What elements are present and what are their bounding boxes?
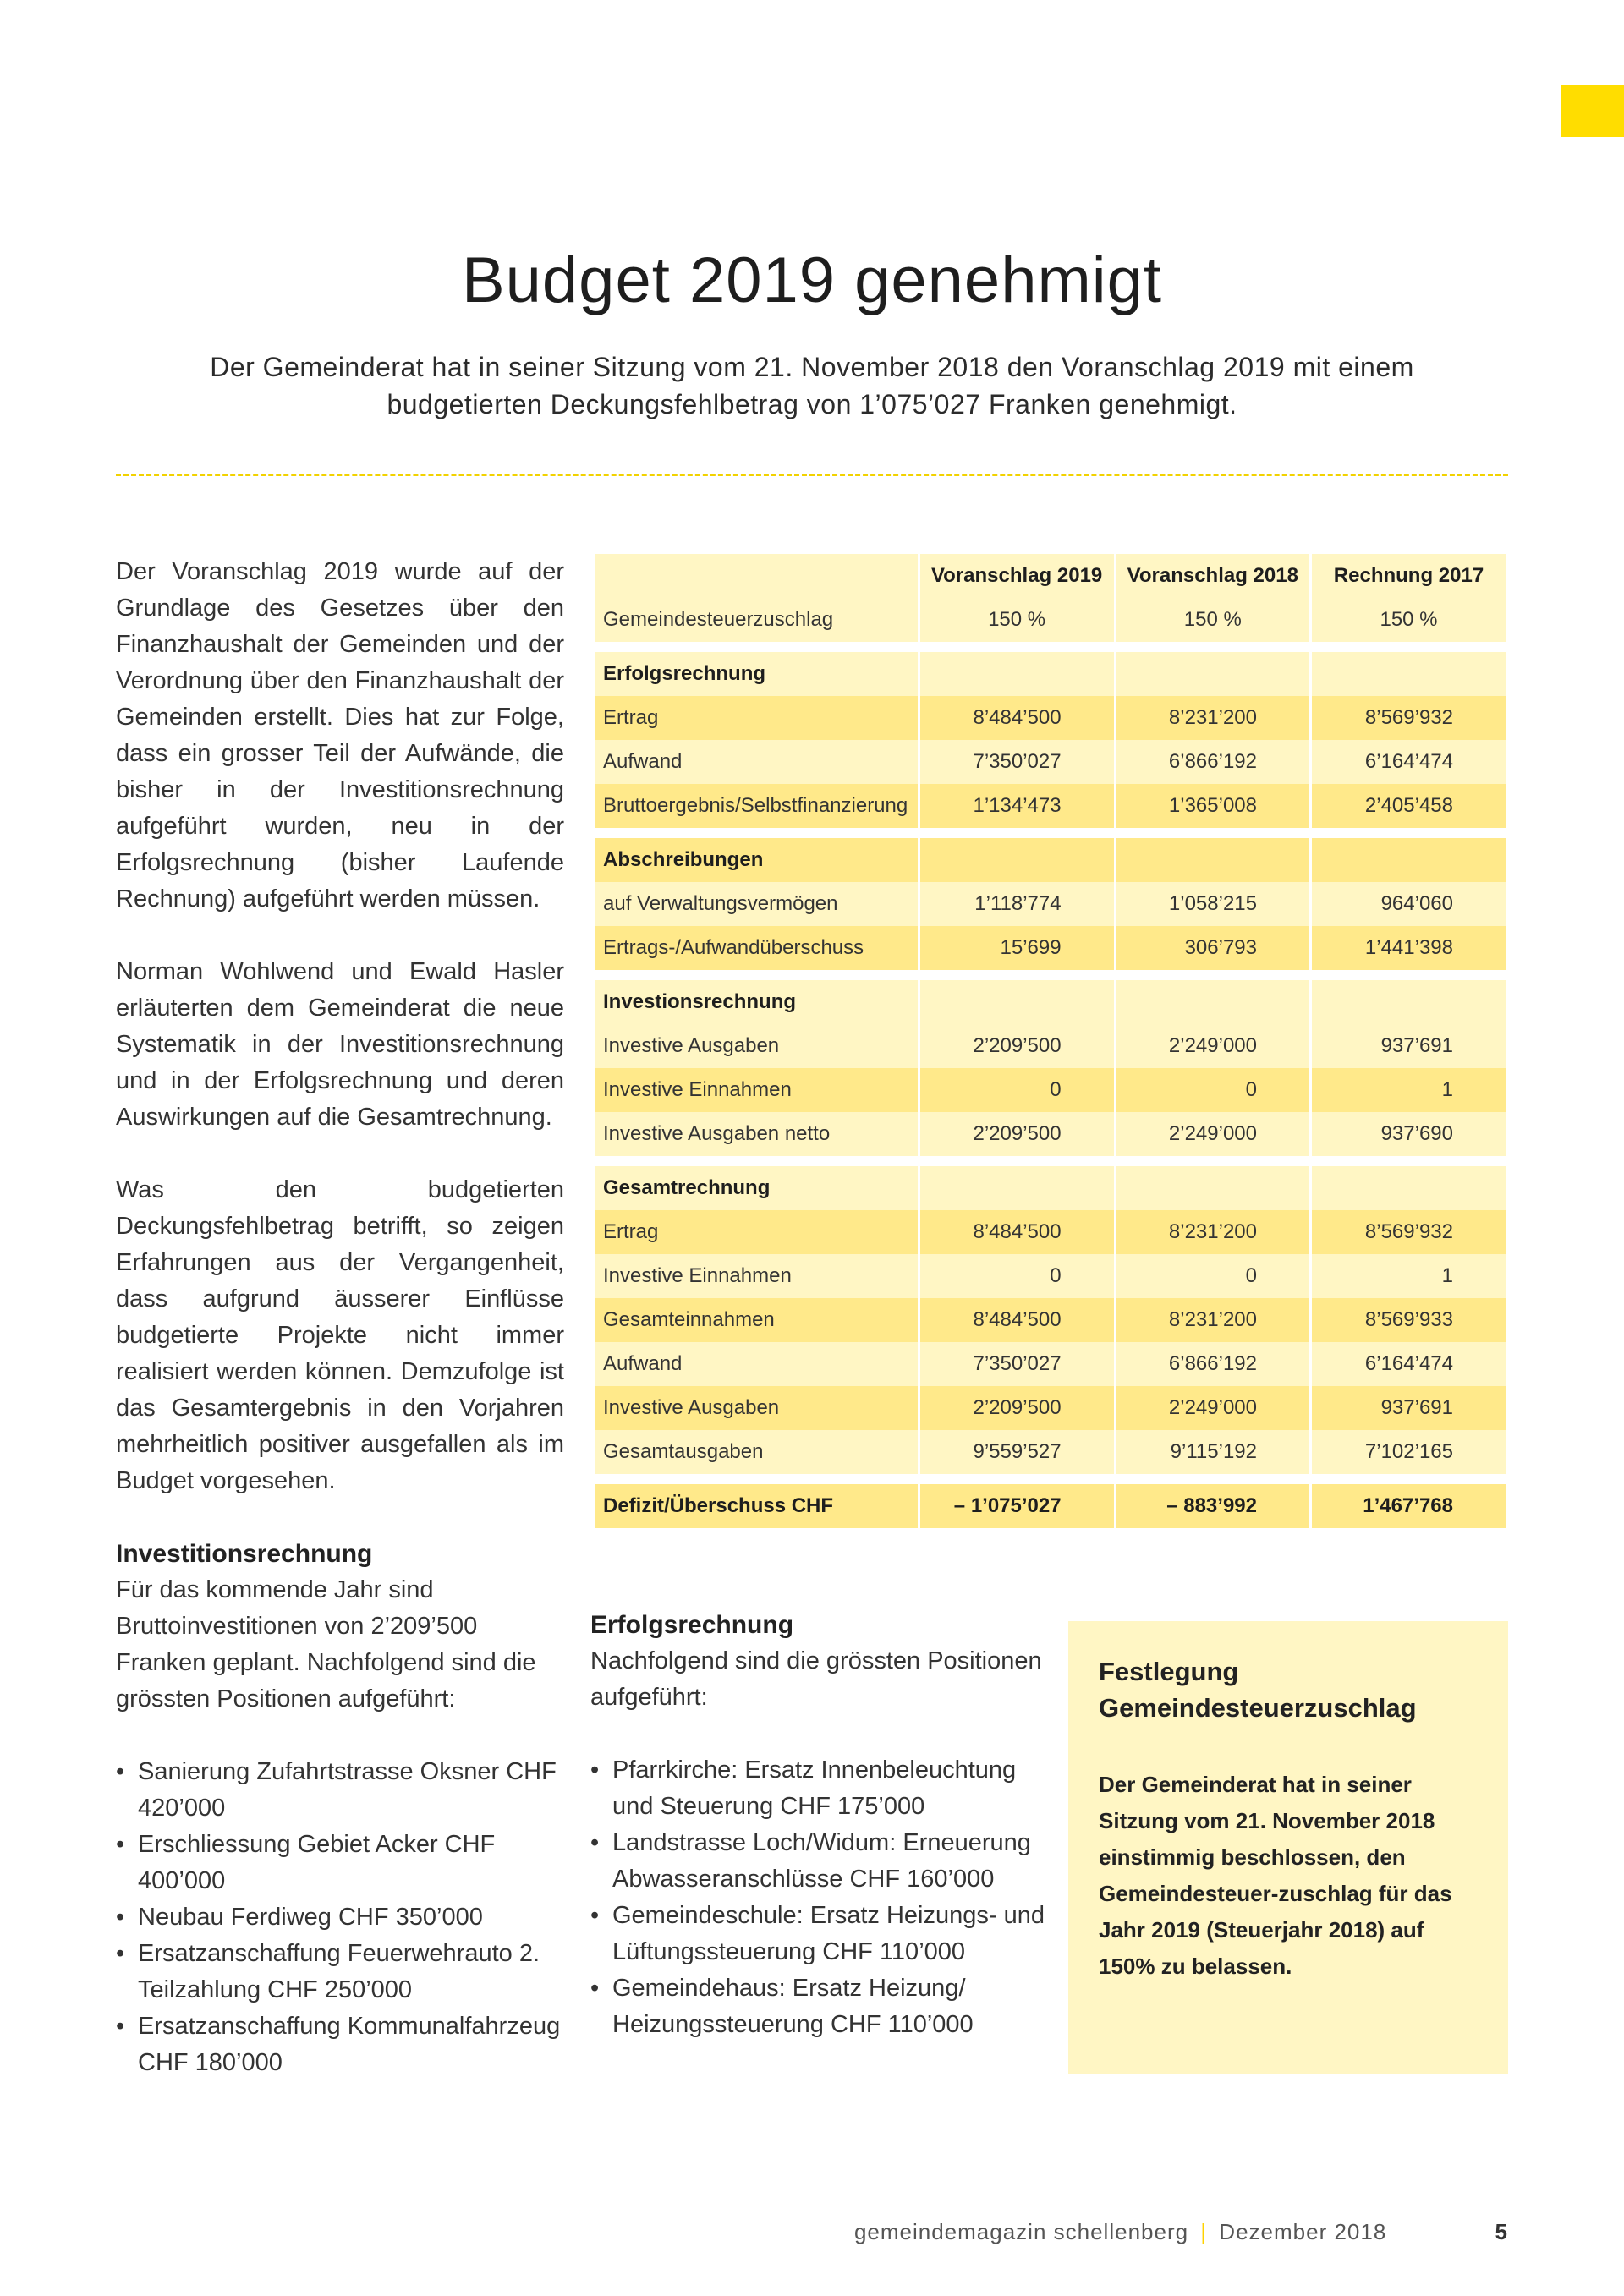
cell-r2017: 6’164’474 bbox=[1312, 1342, 1506, 1386]
section-label: Abschreibungen bbox=[595, 838, 918, 882]
left-column bbox=[116, 554, 564, 2081]
column-header: Voranschlag 2019 bbox=[920, 554, 1114, 598]
magazine-name: gemeindemagazin schellenberg bbox=[853, 2219, 1189, 2244]
investitionen-list bbox=[116, 1754, 564, 2081]
list-item: • Ersatzanschaffung Feuerwehrauto 2. Teilzahlung CHF 250’000 bbox=[116, 1936, 564, 2008]
table-row bbox=[595, 882, 1506, 926]
middle-column bbox=[590, 1607, 1047, 2043]
table-row bbox=[595, 696, 1506, 740]
deckungsfehlbetrag-paragraph: Was den budgetierten Deckungsfehlbetrag betrifft, so zeigen Erfahrungen aus der Vergangenheit, dass aufgrund äusserer Einflüsse budgetierte Projekte nicht immer realisiert werden können. Demzufolge ist das Gesamtergebnis in den Vorjahren mehrheitlich positiver ausgefallen als im Budget vorgesehen. bbox=[116, 1176, 564, 1494]
table-row bbox=[595, 1068, 1506, 1112]
list-item: • Neubau Ferdiweg CHF 350’000 bbox=[116, 1899, 564, 1936]
intro-paragraph: Der Voranschlag 2019 wurde auf der Grundlage des Gesetzes über den Finanzhaushalt der Gemeinden und der Verordnung über den Finanzhaushalt der Gemeinden erstellt. Dies hat zur Folge, dass ein grosser Teil der Aufwände, die bisher in der Investitionsrechnung aufgeführt wurden, neu in der Erfolgsrechnung (bisher Laufende Rechnung) aufgeführt werden müssen. bbox=[116, 558, 564, 912]
list-item: • Pfarrkirche: Ersatz Innenbeleuchtung und Steuerung CHF 175’000 bbox=[590, 1752, 1047, 1825]
cell-v2019: 0 bbox=[920, 1254, 1114, 1298]
section-label: Investionsrechnung bbox=[595, 980, 918, 1024]
table-row bbox=[595, 740, 1506, 784]
cell-v2019: 2’209’500 bbox=[920, 1112, 1114, 1156]
issue-date: Dezember 2018 bbox=[1219, 2219, 1387, 2244]
cell-v2018: 8’231’200 bbox=[1116, 1210, 1309, 1254]
table-row bbox=[595, 784, 1506, 828]
cell-r2017: 8’569’933 bbox=[1312, 1298, 1506, 1342]
footer-separator: | bbox=[1200, 2219, 1208, 2244]
row-label: Investive Einnahmen bbox=[595, 1254, 918, 1298]
row-gap bbox=[595, 970, 1506, 980]
cell-v2019: 0 bbox=[920, 1068, 1114, 1112]
list-item: • Gemeindeschule: Ersatz Heizungs- und Lüftungssteuerung CHF 110’000 bbox=[590, 1898, 1047, 1970]
list-item: • Landstrasse Loch/Widum: Erneuerung Abwasseranschlüsse CHF 160’000 bbox=[590, 1825, 1047, 1898]
cell-r2017: 150 % bbox=[1312, 598, 1506, 642]
table-row bbox=[595, 1112, 1506, 1156]
dashed-divider bbox=[116, 474, 1508, 476]
row-label: Investive Ausgaben bbox=[595, 1024, 918, 1068]
cell-v2018: 6’866’192 bbox=[1116, 740, 1309, 784]
row-label: Investive Ausgaben netto bbox=[595, 1112, 918, 1156]
section-row-erfolgsrechnung bbox=[595, 652, 1506, 696]
cell-v2019: 1’134’473 bbox=[920, 784, 1114, 828]
cell-v2018: 0 bbox=[1116, 1254, 1309, 1298]
info-box-text: Der Gemeinderat hat in seiner Sitzung vom 21. November 2018 einstimmig beschlossen, den Gemeindesteuer-zuschlag für das Jahr 2019 (Steuerjahr 2018) auf 150% zu belassen. bbox=[1099, 1772, 1452, 1979]
row-label: Aufwand bbox=[595, 1342, 918, 1386]
table-row bbox=[595, 598, 1506, 642]
investitionsrechnung-text: Für das kommende Jahr sind Bruttoinvestitionen von 2’209’500 Franken geplant. Nachfolgend sind die grössten Positionen aufgeführt: bbox=[116, 1576, 536, 1712]
row-label: Gesamtausgaben bbox=[595, 1430, 918, 1474]
cell-v2018: 8’231’200 bbox=[1116, 696, 1309, 740]
erfolgsrechnung-list bbox=[590, 1752, 1047, 2043]
cell-v2018: 2’249’000 bbox=[1116, 1024, 1309, 1068]
table-row bbox=[595, 1024, 1506, 1068]
cell-v2018: 6’866’192 bbox=[1116, 1342, 1309, 1386]
section-row-gesamtrechnung bbox=[595, 1166, 1506, 1210]
cell-r2017: 1 bbox=[1312, 1068, 1506, 1112]
section-row-abschreibungen bbox=[595, 838, 1506, 882]
cell-v2018: 1’365’008 bbox=[1116, 784, 1309, 828]
cell-r2017: 2’405’458 bbox=[1312, 784, 1506, 828]
erfolgsrechnung-heading: Erfolgsrechnung bbox=[590, 1611, 794, 1639]
cell-v2018: – 883’992 bbox=[1116, 1484, 1309, 1528]
page-number: 5 bbox=[1495, 2219, 1508, 2244]
page-footer bbox=[854, 2219, 1508, 2245]
cell-r2017: 937’690 bbox=[1312, 1112, 1506, 1156]
column-header: Rechnung 2017 bbox=[1312, 554, 1506, 598]
cell-r2017: 1’467’768 bbox=[1312, 1484, 1506, 1528]
cell-r2017: 7’102’165 bbox=[1312, 1430, 1506, 1474]
row-label: Gesamteinnahmen bbox=[595, 1298, 918, 1342]
section-row-investionsrechnung bbox=[595, 980, 1506, 1024]
steuerzuschlag-info-box bbox=[1068, 1621, 1508, 2074]
list-item: • Erschliessung Gebiet Acker CHF 400’000 bbox=[116, 1827, 564, 1899]
cell-v2018: 1’058’215 bbox=[1116, 882, 1309, 926]
cell-r2017: 937’691 bbox=[1312, 1024, 1506, 1068]
list-item: • Gemeindehaus: Ersatz Heizung/ Heizungssteuerung CHF 110’000 bbox=[590, 1970, 1047, 2043]
yellow-tab-marker bbox=[1561, 85, 1624, 137]
cell-v2019: 9’559’527 bbox=[920, 1430, 1114, 1474]
row-label: Investive Ausgaben bbox=[595, 1386, 918, 1430]
cell-r2017: 6’164’474 bbox=[1312, 740, 1506, 784]
info-box-title: Festlegung Gemeindesteuerzuschlag bbox=[1099, 1657, 1417, 1723]
table-row bbox=[595, 1254, 1506, 1298]
cell-r2017: 1 bbox=[1312, 1254, 1506, 1298]
row-label: auf Verwaltungsvermögen bbox=[595, 882, 918, 926]
cell-v2019: 8’484’500 bbox=[920, 1298, 1114, 1342]
cell-v2019: 8’484’500 bbox=[920, 1210, 1114, 1254]
cell-r2017: 1’441’398 bbox=[1312, 926, 1506, 970]
cell-v2018: 150 % bbox=[1116, 598, 1309, 642]
row-label: Ertrag bbox=[595, 696, 918, 740]
list-item: • Sanierung Zufahrtstrasse Oksner CHF 420’000 bbox=[116, 1754, 564, 1827]
row-label: Gemeindesteuerzuschlag bbox=[595, 598, 918, 642]
cell-v2019: 7’350’027 bbox=[920, 1342, 1114, 1386]
row-gap bbox=[595, 1156, 1506, 1166]
table-row bbox=[595, 1342, 1506, 1386]
cell-r2017: 937’691 bbox=[1312, 1386, 1506, 1430]
cell-v2019: 2’209’500 bbox=[920, 1386, 1114, 1430]
row-label: Bruttoergebnis/Selbstfinanzierung bbox=[595, 784, 918, 828]
row-label: Aufwand bbox=[595, 740, 918, 784]
systematik-paragraph: Norman Wohlwend und Ewald Hasler erläuterten dem Gemeinderat die neue Systematik in der Investitionsrechnung und in der Erfolgsrechnung und deren Auswirkungen auf die Gesamtrechnung. bbox=[116, 958, 564, 1131]
investitionsrechnung-heading: Investitionsrechnung bbox=[116, 1540, 373, 1568]
table-row bbox=[595, 1210, 1506, 1254]
column-header: Voranschlag 2018 bbox=[1116, 554, 1309, 598]
row-label: Ertrag bbox=[595, 1210, 918, 1254]
table-header-blank bbox=[595, 554, 918, 598]
cell-v2018: 2’249’000 bbox=[1116, 1112, 1309, 1156]
row-label: Defizit/Überschuss CHF bbox=[595, 1484, 918, 1528]
erfolgsrechnung-text: Nachfolgend sind die grössten Positionen aufgeführt: bbox=[590, 1647, 1042, 1711]
cell-v2019: 2’209’500 bbox=[920, 1024, 1114, 1068]
cell-v2019: 7’350’027 bbox=[920, 740, 1114, 784]
page-title: Budget 2019 genehmigt bbox=[461, 244, 1163, 316]
row-gap bbox=[595, 828, 1506, 838]
cell-v2019: 15’699 bbox=[920, 926, 1114, 970]
row-label: Investive Einnahmen bbox=[595, 1068, 918, 1112]
row-label: Ertrags-/Aufwandüberschuss bbox=[595, 926, 918, 970]
row-gap bbox=[595, 642, 1506, 652]
budget-table bbox=[592, 554, 1508, 1528]
cell-v2019: 150 % bbox=[920, 598, 1114, 642]
cell-v2018: 9’115’192 bbox=[1116, 1430, 1309, 1474]
cell-r2017: 8’569’932 bbox=[1312, 696, 1506, 740]
lead-paragraph: Der Gemeinderat hat in seiner Sitzung vom 21. November 2018 den Voranschlag 2019 mit einem budgetierten Deckungsfehlbetrag von 1’075’027 Franken genehmigt. bbox=[210, 352, 1414, 419]
cell-v2018: 8’231’200 bbox=[1116, 1298, 1309, 1342]
cell-v2019: 8’484’500 bbox=[920, 696, 1114, 740]
section-label: Gesamtrechnung bbox=[595, 1166, 918, 1210]
cell-v2018: 0 bbox=[1116, 1068, 1309, 1112]
table-row bbox=[595, 1430, 1506, 1474]
table-row bbox=[595, 1386, 1506, 1430]
cell-v2019: 1’118’774 bbox=[920, 882, 1114, 926]
row-gap bbox=[595, 1474, 1506, 1484]
table-header-row bbox=[595, 554, 1506, 598]
total-row bbox=[595, 1484, 1506, 1528]
cell-v2018: 306’793 bbox=[1116, 926, 1309, 970]
cell-v2018: 2’249’000 bbox=[1116, 1386, 1309, 1430]
section-label: Erfolgsrechnung bbox=[595, 652, 918, 696]
cell-r2017: 8’569’932 bbox=[1312, 1210, 1506, 1254]
cell-r2017: 964’060 bbox=[1312, 882, 1506, 926]
table-row bbox=[595, 926, 1506, 970]
list-item: • Ersatzanschaffung Kommunalfahrzeug CHF 180’000 bbox=[116, 2008, 564, 2081]
cell-v2019: – 1’075’027 bbox=[920, 1484, 1114, 1528]
table-row bbox=[595, 1298, 1506, 1342]
